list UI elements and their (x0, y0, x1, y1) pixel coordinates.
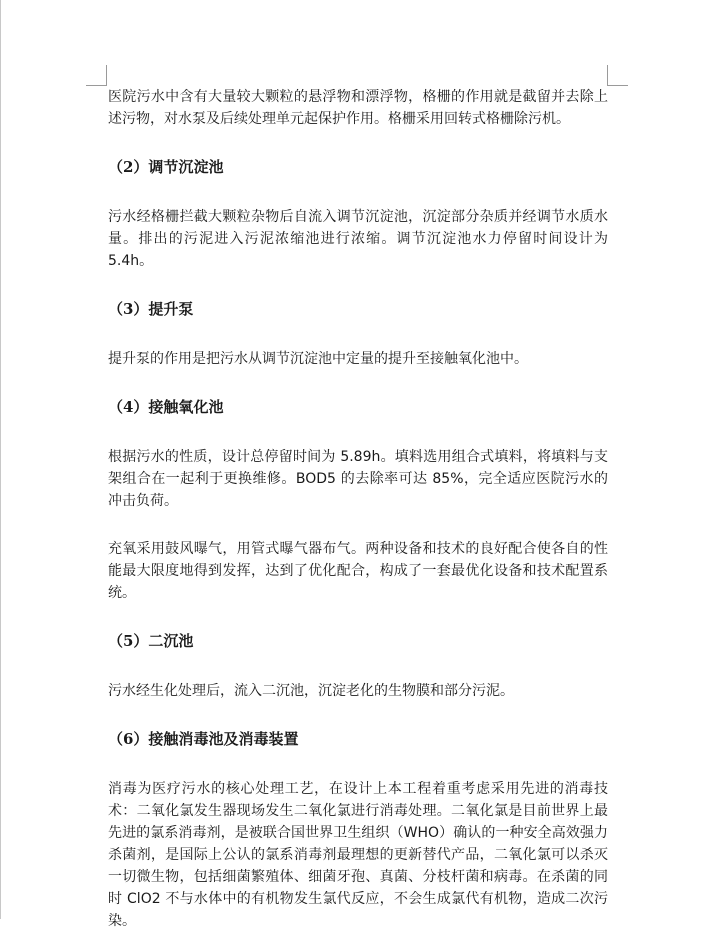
heading-lift-pump[interactable]: （3）提升泵 (108, 300, 194, 318)
margin-corner-mark-right (607, 65, 628, 86)
page-left-edge (0, 0, 1, 919)
paragraph-grille[interactable]: 医院污水中含有大量较大颗粒的悬浮物和漂浮物，格栅的作用就是截留并去除上述污物，对水泵及后续处理单元起保护作用。格栅采用回转式格栅除污机。 (108, 89, 608, 127)
heading-regulating-tank[interactable]: （2）调节沉淀池 (108, 158, 224, 176)
paragraph-regulating-tank[interactable]: 污水经格栅拦截大颗粒杂物后自流入调节沉淀池，沉淀部分杂质并经调节水质水量。排出的污泥进入污泥浓缩池进行浓缩。调节沉淀池水力停留时间设计为 5.4h。 (108, 209, 608, 269)
paragraph-lift-pump[interactable]: 提升泵的作用是把污水从调节沉淀池中定量的提升至接触氧化池中。 (108, 351, 528, 367)
document-body (108, 86, 608, 932)
paragraph-disinfection[interactable]: 消毒为医疗污水的核心处理工艺，在设计上本工程着重考虑采用先进的消毒技术：二氧化氯发生器现场发生二氧化氯进行消毒处理。二氧化氯是目前世界上最先进的氯系消毒剂，是被联合国世界卫生组织（WHO）确认的一种安全高效强力杀菌剂，是国际上公认的氯系消毒剂最理想的更新替代产品，二氧化氯可以杀灭一切微生物，包括细菌繁殖体、细菌牙孢、真菌、分枝杆菌和病毒。在杀菌的同时 ClO2 不与水体中的有机物发生氯代反应，不会生成氯代有机物，造成二次污染。 (108, 781, 608, 929)
heading-contact-oxidation[interactable]: （4）接触氧化池 (108, 398, 224, 416)
paragraph-aeration[interactable]: 充氧采用鼓风曝气，用管式曝气器布气。两种设备和技术的良好配合使各自的性能最大限度地得到发挥，达到了优化配合，构成了一套最优化设备和技术配置系统。 (108, 541, 608, 601)
heading-disinfection[interactable]: （6）接触消毒池及消毒装置 (108, 730, 299, 748)
heading-secondary-settling[interactable]: （5）二沉池 (108, 632, 194, 650)
paragraph-secondary-settling[interactable]: 污水经生化处理后，流入二沉池，沉淀老化的生物膜和部分污泥。 (108, 683, 514, 699)
paragraph-contact-oxidation[interactable]: 根据污水的性质，设计总停留时间为 5.89h。填料选用组合式填料，将填料与支架组合在一起利于更换维修。BOD5 的去除率可达 85%，完全适应医院污水的冲击负荷。 (108, 449, 608, 509)
margin-corner-mark-left (86, 65, 107, 86)
